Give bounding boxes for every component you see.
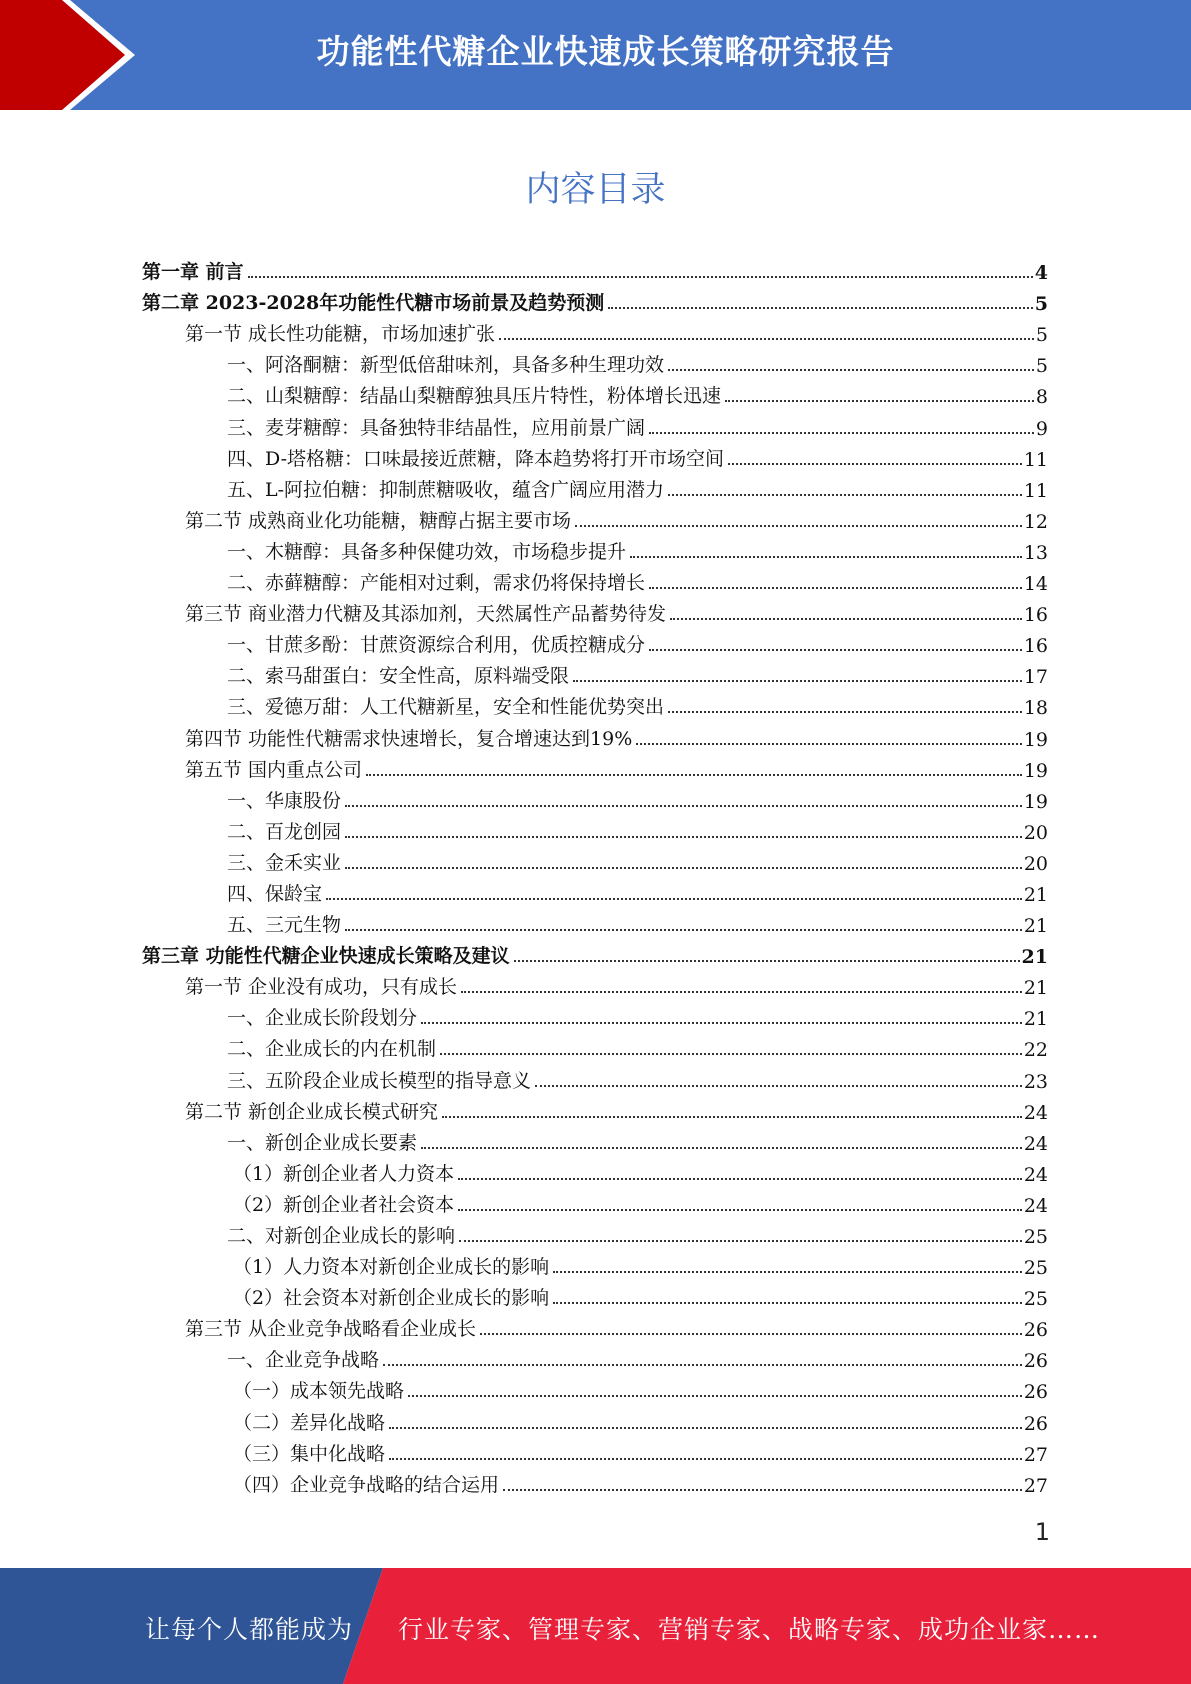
toc-entry-label: 一、阿洛酮糖：新型低倍甜味剂，具备多种生理功效	[227, 354, 665, 377]
toc-entry[interactable]	[142, 1372, 1048, 1403]
toc-dot-leader	[480, 1333, 1022, 1335]
toc-entry-label: （1）新创企业者人力资本	[233, 1162, 455, 1185]
toc-entry-page: 21	[1023, 1008, 1048, 1031]
toc-entry-page: 19	[1023, 790, 1048, 813]
toc-entry-page: 8	[1035, 386, 1048, 409]
toc-entry-page: 26	[1023, 1350, 1048, 1373]
toc-entry[interactable]	[142, 253, 1048, 284]
toc-entry-label: 第二章 2023-2028年功能性代糖市场前景及趋势预测	[142, 292, 605, 315]
toc-dot-leader	[458, 1209, 1022, 1211]
toc-entry[interactable]	[142, 688, 1048, 719]
toc-entry[interactable]	[142, 1248, 1048, 1279]
toc-entry-page: 16	[1023, 604, 1048, 627]
toc-entry-label: （2）社会资本对新创企业成长的影响	[233, 1287, 550, 1310]
toc-entry[interactable]	[142, 377, 1048, 408]
toc-entry[interactable]	[142, 315, 1048, 346]
toc-entry-label: 四、D-塔格糖：口味最接近蔗糖，降本趋势将打开市场空间	[227, 447, 725, 470]
toc-dot-leader	[649, 587, 1022, 589]
toc-entry-label: 第二节 新创企业成长模式研究	[185, 1100, 439, 1123]
toc-entry-label: 一、企业竞争战略	[227, 1349, 380, 1372]
toc-entry-label: 一、木糖醇：具备多种保健功效，市场稳步提升	[227, 540, 627, 563]
toc-entry[interactable]	[142, 1030, 1048, 1061]
toc-entry-label: （三）集中化战略	[233, 1442, 386, 1465]
toc-entry-page: 25	[1023, 1288, 1048, 1311]
toc-entry[interactable]	[142, 844, 1048, 875]
toc-entry-label: 第三节 商业潜力代糖及其添加剂，天然属性产品蓄势待发	[185, 603, 667, 626]
toc-entry-page: 19	[1023, 728, 1048, 751]
toc-dot-leader	[514, 960, 1020, 962]
toc-entry-label: 第二节 成熟商业化功能糖，糖醇占据主要市场	[185, 509, 572, 532]
toc-dot-leader	[458, 1178, 1022, 1180]
toc-dot-leader	[499, 338, 1034, 340]
toc-entry-label: 一、新创企业成长要素	[227, 1131, 418, 1154]
toc-dot-leader	[326, 898, 1022, 900]
toc-entry-page: 20	[1023, 821, 1048, 844]
toc-entry[interactable]	[142, 782, 1048, 813]
toc-entry-page: 5	[1035, 355, 1048, 378]
toc-entry-page: 11	[1023, 448, 1048, 471]
toc-dot-leader	[408, 1395, 1022, 1397]
toc-entry[interactable]	[142, 1403, 1048, 1434]
toc-entry-page: 13	[1023, 541, 1048, 564]
toc-entry-label: 第一章 前言	[142, 261, 244, 284]
toc-entry[interactable]	[142, 937, 1048, 968]
toc-dot-leader	[668, 711, 1022, 713]
toc-entry-page: 23	[1023, 1070, 1048, 1093]
toc-entry[interactable]	[142, 1061, 1048, 1092]
toc-entry-page: 11	[1023, 479, 1048, 502]
report-title: 功能性代糖企业快速成长策略研究报告	[316, 32, 895, 71]
toc-entry-label: 第一节 企业没有成功，只有成长	[185, 976, 458, 999]
toc-entry-page: 26	[1023, 1412, 1048, 1435]
toc-entry[interactable]	[142, 906, 1048, 937]
toc-dot-leader	[421, 1147, 1022, 1149]
toc-entry[interactable]	[142, 1124, 1048, 1155]
toc-entry[interactable]	[142, 1186, 1048, 1217]
toc-dot-leader	[725, 400, 1034, 402]
toc-entry-page: 12	[1023, 510, 1048, 533]
toc-entry-label: （2）新创企业者社会资本	[233, 1193, 455, 1216]
toc-entry[interactable]	[142, 1093, 1048, 1124]
toc-entry-label: 三、爱德万甜：人工代糖新星，安全和性能优势突出	[227, 696, 665, 719]
toc-dot-leader	[728, 463, 1022, 465]
toc-dot-leader	[389, 1458, 1022, 1460]
toc-entry-page: 25	[1023, 1226, 1048, 1248]
toc-entry-page: 18	[1023, 697, 1048, 720]
toc-entry-page: 19	[1023, 759, 1048, 782]
toc-entry-label: 三、五阶段企业成长模型的指导意义	[227, 1069, 532, 1092]
toc-heading: 内容目录	[525, 170, 666, 210]
toc-entry[interactable]	[142, 440, 1048, 471]
toc-dot-leader	[553, 1271, 1022, 1273]
toc-entry[interactable]	[142, 719, 1048, 750]
toc-entry-page: 16	[1023, 635, 1048, 658]
toc-dot-leader	[459, 1240, 1022, 1242]
toc-entry-label: 一、华康股份	[227, 789, 342, 812]
toc-entry[interactable]	[142, 595, 1048, 626]
toc-dot-leader	[248, 276, 1033, 278]
toc-dot-leader	[630, 556, 1022, 558]
toc-entry-label: 一、企业成长阶段划分	[227, 1007, 418, 1030]
toc-entry[interactable]	[142, 408, 1048, 439]
toc-entry[interactable]	[142, 999, 1048, 1030]
toc-entry-label: 二、百龙创园	[227, 820, 342, 843]
toc-entry-label: 五、L-阿拉伯糖：抑制蔗糖吸收，蕴含广阔应用潜力	[227, 478, 665, 501]
toc-entry-page: 26	[1023, 1381, 1048, 1404]
toc-entry-label: 二、企业成长的内在机制	[227, 1038, 437, 1061]
toc-dot-leader	[535, 1085, 1022, 1087]
toc-entry[interactable]	[142, 657, 1048, 688]
toc-entry-page: 20	[1023, 852, 1048, 875]
toc-entry[interactable]	[142, 502, 1048, 533]
footer-slogan-left: 让每个人都能成为	[145, 1615, 354, 1644]
toc-dot-leader	[553, 1302, 1022, 1304]
toc-entry[interactable]	[142, 1155, 1048, 1186]
toc-entry[interactable]	[142, 1217, 1048, 1248]
toc-dot-leader	[575, 525, 1022, 527]
toc-entry-label: （1）人力资本对新创企业成长的影响	[233, 1256, 550, 1279]
toc-entry-label: 第五节 国内重点公司	[185, 758, 363, 781]
toc-entry[interactable]	[142, 346, 1048, 377]
toc-entry-label: （四）企业竞争战略的结合运用	[233, 1473, 500, 1496]
toc-entry-page: 24	[1023, 1101, 1048, 1124]
toc-entry-page: 21	[1021, 946, 1048, 969]
toc-entry-label: 第四节 功能性代糖需求快速增长，复合增速达到19%	[185, 727, 633, 750]
toc-entry[interactable]	[142, 813, 1048, 844]
toc-entry-page: 27	[1023, 1443, 1048, 1466]
toc-dot-leader	[670, 618, 1022, 620]
toc-entry-label: 二、赤藓糖醇：产能相对过剩，需求仍将保持增长	[227, 572, 646, 595]
toc-entry-page: 24	[1023, 1194, 1048, 1217]
toc-dot-leader	[668, 494, 1022, 496]
toc-entry-label: 第三节 从企业竞争战略看企业成长	[185, 1318, 477, 1341]
toc-entry-page: 4	[1034, 262, 1048, 285]
toc-entry-page: 9	[1035, 417, 1048, 440]
toc-entry[interactable]	[142, 1435, 1048, 1466]
toc-dot-leader	[503, 1489, 1022, 1491]
table-of-contents	[142, 253, 1048, 1497]
toc-dot-leader	[649, 432, 1034, 434]
toc-entry[interactable]	[142, 1341, 1048, 1372]
toc-entry-label: 二、对新创企业成长的影响	[227, 1225, 456, 1247]
toc-entry-page: 14	[1023, 573, 1048, 596]
toc-entry[interactable]	[142, 564, 1048, 595]
toc-entry-label: 二、山梨糖醇：结晶山梨糖醇独具压片特性，粉体增长迅速	[227, 385, 722, 408]
toc-entry-page: 24	[1023, 1132, 1048, 1155]
toc-entry-page: 21	[1023, 977, 1048, 1000]
toc-entry[interactable]	[142, 626, 1048, 657]
toc-dot-leader	[345, 929, 1022, 931]
toc-dot-leader	[345, 836, 1022, 838]
toc-dot-leader	[389, 1427, 1022, 1429]
toc-entry-page: 5	[1035, 324, 1048, 347]
toc-entry-page: 5	[1034, 293, 1048, 316]
toc-entry-label: 三、麦芽糖醇：具备独特非结晶性，应用前景广阔	[227, 416, 646, 439]
toc-entry-label: （一）成本领先战略	[233, 1380, 405, 1403]
toc-entry-page: 21	[1023, 883, 1048, 906]
toc-dot-leader	[461, 991, 1022, 993]
toc-entry[interactable]	[142, 284, 1048, 315]
toc-entry-page: 24	[1023, 1163, 1048, 1186]
toc-dot-leader	[608, 307, 1033, 309]
toc-entry[interactable]	[142, 968, 1048, 999]
toc-entry-label: 一、甘蔗多酚：甘蔗资源综合利用，优质控糖成分	[227, 634, 646, 657]
toc-entry[interactable]	[142, 875, 1048, 906]
toc-entry-label: 四、保龄宝	[227, 882, 323, 905]
toc-entry[interactable]	[142, 533, 1048, 564]
toc-dot-leader	[345, 867, 1022, 869]
toc-dot-leader	[668, 369, 1034, 371]
toc-entry-label: 三、金禾实业	[227, 851, 342, 874]
toc-entry[interactable]	[142, 751, 1048, 782]
toc-entry-label: （二）差异化战略	[233, 1411, 386, 1434]
toc-entry[interactable]	[142, 1466, 1048, 1497]
toc-dot-leader	[345, 805, 1022, 807]
footer-slogan-right: 行业专家、管理专家、营销专家、战略专家、成功企业家……	[398, 1615, 1101, 1644]
toc-entry-page: 21	[1023, 915, 1048, 938]
toc-entry-page: 17	[1023, 666, 1048, 689]
toc-entry-label: 第一节 成长性功能糖，市场加速扩张	[185, 323, 496, 346]
toc-dot-leader	[421, 1022, 1022, 1024]
toc-entry-label: 五、三元生物	[227, 914, 342, 937]
toc-entry[interactable]	[142, 1310, 1048, 1341]
toc-entry-label: 第三章 功能性代糖企业快速成长策略及建议	[142, 945, 510, 968]
page-number: 1	[1034, 1518, 1050, 1546]
toc-dot-leader	[649, 649, 1022, 651]
toc-entry-page: 25	[1023, 1257, 1048, 1280]
toc-dot-leader	[440, 1053, 1022, 1055]
toc-entry[interactable]	[142, 1279, 1048, 1310]
toc-entry[interactable]	[142, 471, 1048, 502]
toc-entry-page: 27	[1023, 1474, 1048, 1497]
toc-entry-page: 26	[1023, 1319, 1048, 1342]
toc-dot-leader	[636, 743, 1022, 745]
toc-dot-leader	[573, 680, 1022, 682]
toc-entry-page: 22	[1023, 1039, 1048, 1062]
header-bar	[0, 0, 1191, 110]
toc-dot-leader	[442, 1116, 1022, 1118]
toc-entry-label: 二、索马甜蛋白：安全性高，原料端受限	[227, 665, 570, 688]
toc-dot-leader	[383, 1364, 1022, 1366]
toc-dot-leader	[366, 774, 1022, 776]
